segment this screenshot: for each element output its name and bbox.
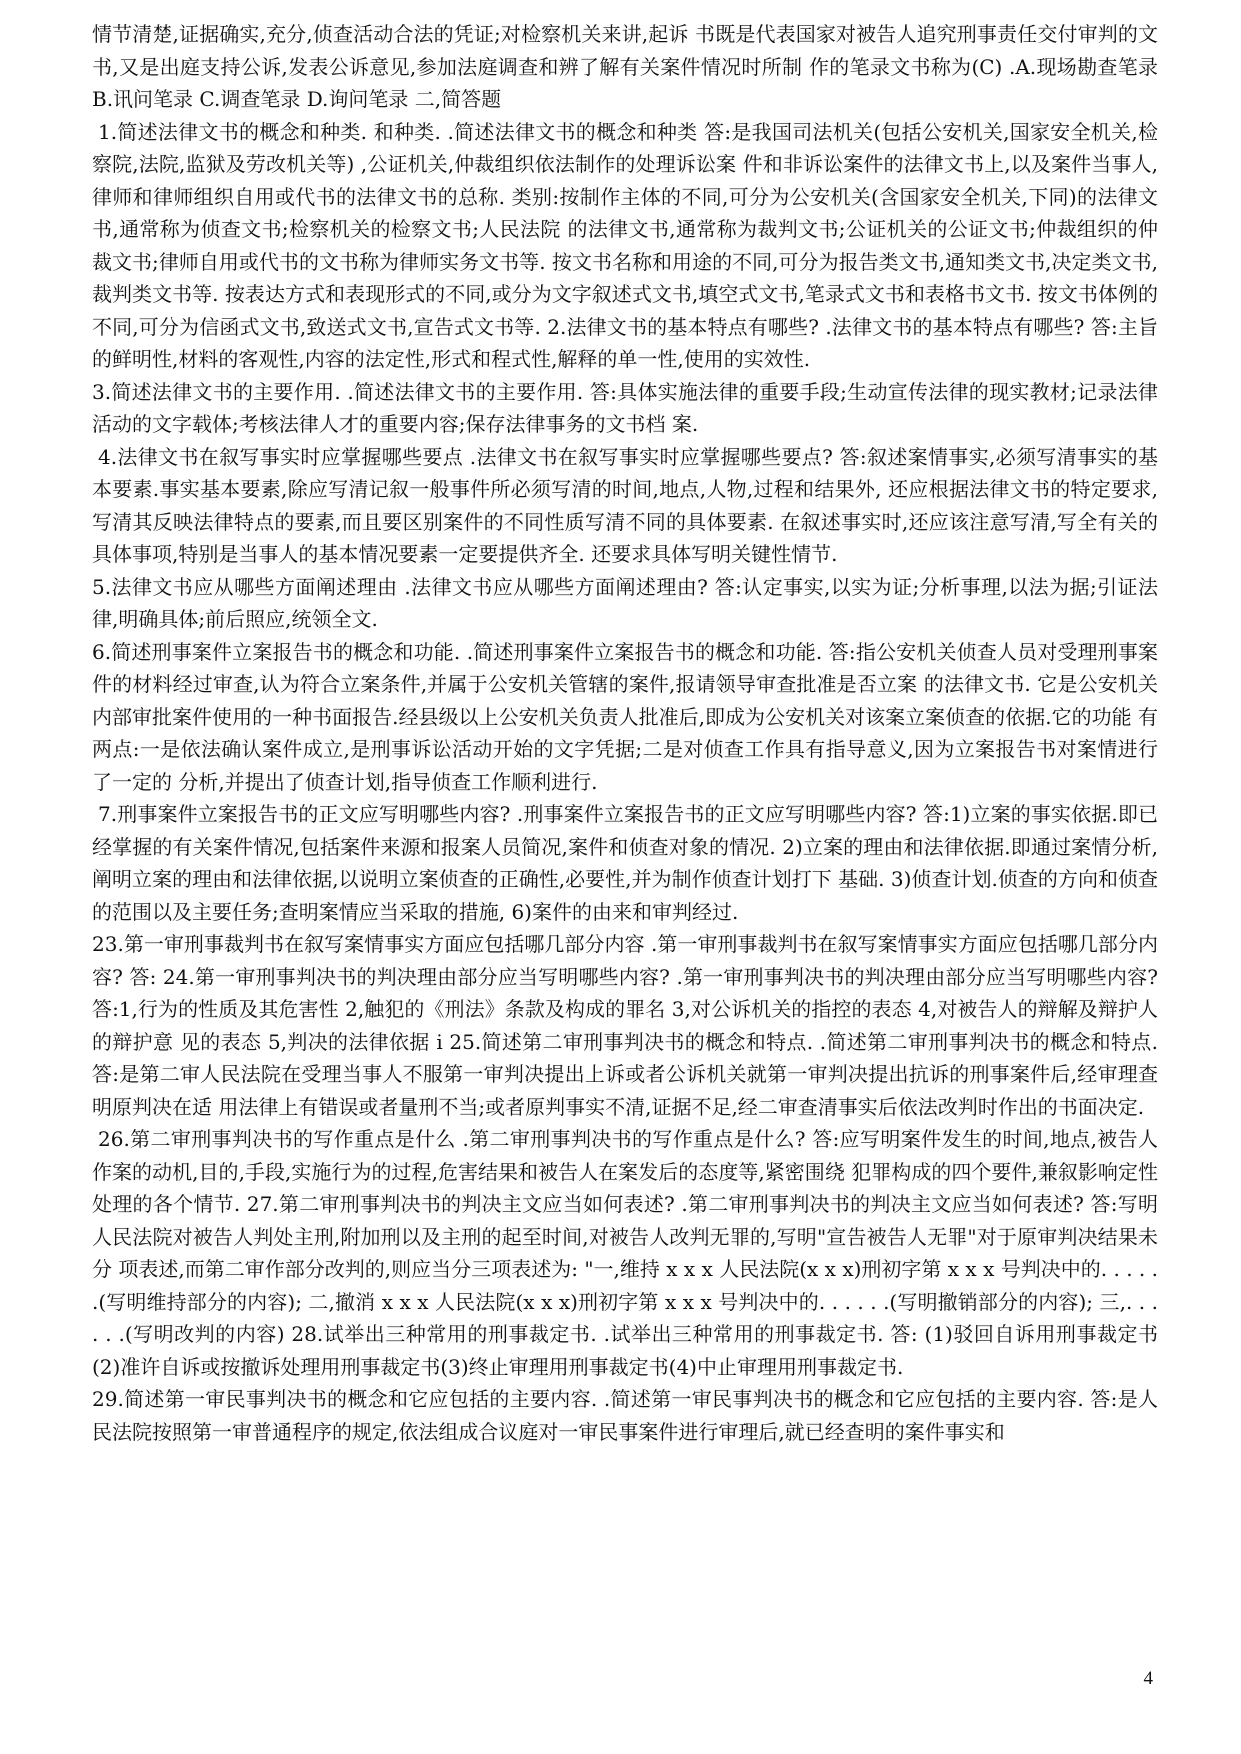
page-number: 4 bbox=[1143, 1668, 1153, 1689]
paragraph-q6: 6.简述刑事案件立案报告书的概念和功能. .简述刑事案件立案报告书的概念和功能. 答:指公安机关侦查人员对受理刑事案件的材料经过审查,认为符合立案条件,并属于公安机关管辖的案件,报请领导审查批准是否立案 的法律文书. 它是公安机关内部审批案件使用的一种书面报告.经县级以上公安机关负责人批准后,即成为公安机关对该案立案侦查的依据.它的功能 有两点:一是依法确认案件成立,是刑事诉讼活动开始的文字凭据;二是对侦查工作具有指导意义,因为立案报告书对案情进行了一定的 分析,并提出了侦查计划,指导侦查工作顺利进行. bbox=[92, 639, 1158, 794]
paragraph-q23-q25: 23.第一审刑事裁判书在叙写案情事实方面应包括哪几部分内容 .第一审刑事裁判书在叙写案情事实方面应包括哪几部分内容? 答: 24.第一审刑事判决书的判决理由部分应当写明哪些内容? .第一审刑事判决书的判决理由部分应当写明哪些内容? 答:1,行为的性质及其危害性 2,触犯的《刑法》条款及构成的罪名 3,对公诉机关的指控的表态 4,对被告人的辩解及辩护人的辩护意 见的表态 5,判决的法律依据 i 25.简述第二审刑事判决书的概念和特点. .简述第二审刑事判决书的概念和特点. 答:是第二审人民法院在受理当事人不服第一审判决提出上诉或者公诉机关就第一审判决提出抗诉的刑事案件后,经审理查明原判决在适 用法律上有错误或者量刑不当;或者原判事实不清,证据不足,经二审查清事实后依法改判时作出的书面决定. bbox=[92, 932, 1158, 1119]
paragraph-q3: 3.简述法律文书的主要作用. .简述法律文书的主要作用. 答:具体实施法律的重要手段;生动宣传法律的现实教材;记录法律活动的文字载体;考核法律人才的重要内容;保存法律事务的文书档 案. bbox=[92, 379, 1158, 436]
paragraph-q5: 5.法律文书应从哪些方面阐述理由 .法律文书应从哪些方面阐述理由? 答:认定事实,以实为证;分析事理,以法为据;引证法律,明确具体;前后照应,统领全文. bbox=[92, 574, 1158, 631]
document-page bbox=[92, 18, 1158, 1448]
paragraph-q7: 7.刑事案件立案报告书的正文应写明哪些内容? .刑事案件立案报告书的正文应写明哪些内容? 答:1)立案的事实依据.即已经掌握的有关案件情况,包括案件来源和报案人员简况,案件和侦查对象的情况. 2)立案的理由和法律依据.即通过案情分析,阐明立案的理由和法律依据,以说明立案侦查的正确性,必要性,并为制作侦查计划打下 基础. 3)侦查计划.侦查的方向和侦查的范围以及主要任务;查明案情应当采取的措施, 6)案件的由来和审判经过. bbox=[92, 802, 1158, 924]
paragraph-q1-q2: 1.简述法律文书的概念和种类. 和种类. .简述法律文书的概念和种类 答:是我国司法机关(包括公安机关,国家安全机关,检察院,法院,监狱及劳改机关等) ,公证机关,仲裁组织依法制作的处理诉讼案 件和非诉讼案件的法律文书上,以及案件当事人,律师和律师组织自用或代书的法律文书的总称. 类别:按制作主体的不同,可分为公安机关(含国家安全机关,下同)的法律文书,通常称为侦查文书;检察机关的检察文书;人民法院 的法律文书,通常称为裁判文书;公证机关的公证文书;仲裁组织的仲裁文书;律师自用或代书的文书称为律师实务文书等. 按文书名称和用途的不同,可分为报告类文书,通知类文书,决定类文书,裁判类文书等. 按表达方式和表现形式的不同,或分为文字叙述式文书,填空式文书,笔录式文书和表格书文书. 按文书体例的不同,可分为信函式文书,致送式文书,宣告式文书等. 2.法律文书的基本特点有哪些? .法律文书的基本特点有哪些? 答:主旨的鲜明性,材料的客观性,内容的法定性,形式和程式性,解释的单一性,使用的实效性. bbox=[92, 119, 1158, 371]
paragraph-continuation-choice-question: 情节清楚,证据确实,充分,侦查活动合法的凭证;对检察机关来讲,起诉 书既是代表国家对被告人追究刑事责任交付审判的文书,又是出庭支持公诉,发表公诉意见,参加法庭调查和辨了解有关案件情况时所制 作的笔录文书称为(C) .A.现场勘查笔录 B.讯问笔录 C.调查笔录 D.询问笔录 二,简答题 bbox=[92, 22, 1158, 111]
paragraph-q29: 29.简述第一审民事判决书的概念和它应包括的主要内容. .简述第一审民事判决书的概念和它应包括的主要内容. 答:是人民法院按照第一审普通程序的规定,依法组成合议庭对一审民事案件进行审理后,就已经查明的案件事实和 bbox=[92, 1387, 1158, 1444]
paragraph-q4: 4.法律文书在叙写事实时应掌握哪些要点 .法律文书在叙写事实时应掌握哪些要点? 答:叙述案情事实,必须写清事实的基本要素.事实基本要素,除应写清记叙一般事件所必须写清的时间,地点,人物,过程和结果外, 还应根据法律文书的特定要求,写清其反映法律特点的要素,而且要区别案件的不同性质写清不同的具体要素. 在叙述事实时,还应该注意写清,写全有关的具体事项,特别是当事人的基本情况要素一定要提供齐全. 还要求具体写明关键性情节. bbox=[92, 444, 1158, 566]
paragraph-q26-q28: 26.第二审刑事判决书的写作重点是什么 .第二审刑事判决书的写作重点是什么? 答:应写明案件发生的时间,地点,被告人作案的动机,目的,手段,实施行为的过程,危害结果和被告人在案发后的态度等,紧密围绕 犯罪构成的四个要件,兼叙影响定性处理的各个情节. 27.第二审刑事判决书的判决主文应当如何表述? .第二审刑事判决书的判决主文应当如何表述? 答:写明人民法院对被告人判处主刑,附加刑以及主刑的起至时间,对被告人改判无罪的,写明"宣告被告人无罪"对于原审判决结果未分 项表述,而第二审作部分改判的,则应当分三项表述为: "一,维持 x x x 人民法院(x x x)刑初字第 x x x 号判决中的. . . . . .(写明维持部分的内容); 二,撤消 x x x 人民法院(x x x)刑初字第 x x x 号判决中的. . . . . .(写明撤销部分的内容); 三,. . . . . .(写明改判的内容) 28.试举出三种常用的刑事裁定书. .试举出三种常用的刑事裁定书. 答: (1)驳回自诉用刑事裁定书(2)准许自诉或按撤诉处理用刑事裁定书(3)终止审理用刑事裁定书(4)中止审理用刑事裁定书. bbox=[92, 1127, 1158, 1379]
